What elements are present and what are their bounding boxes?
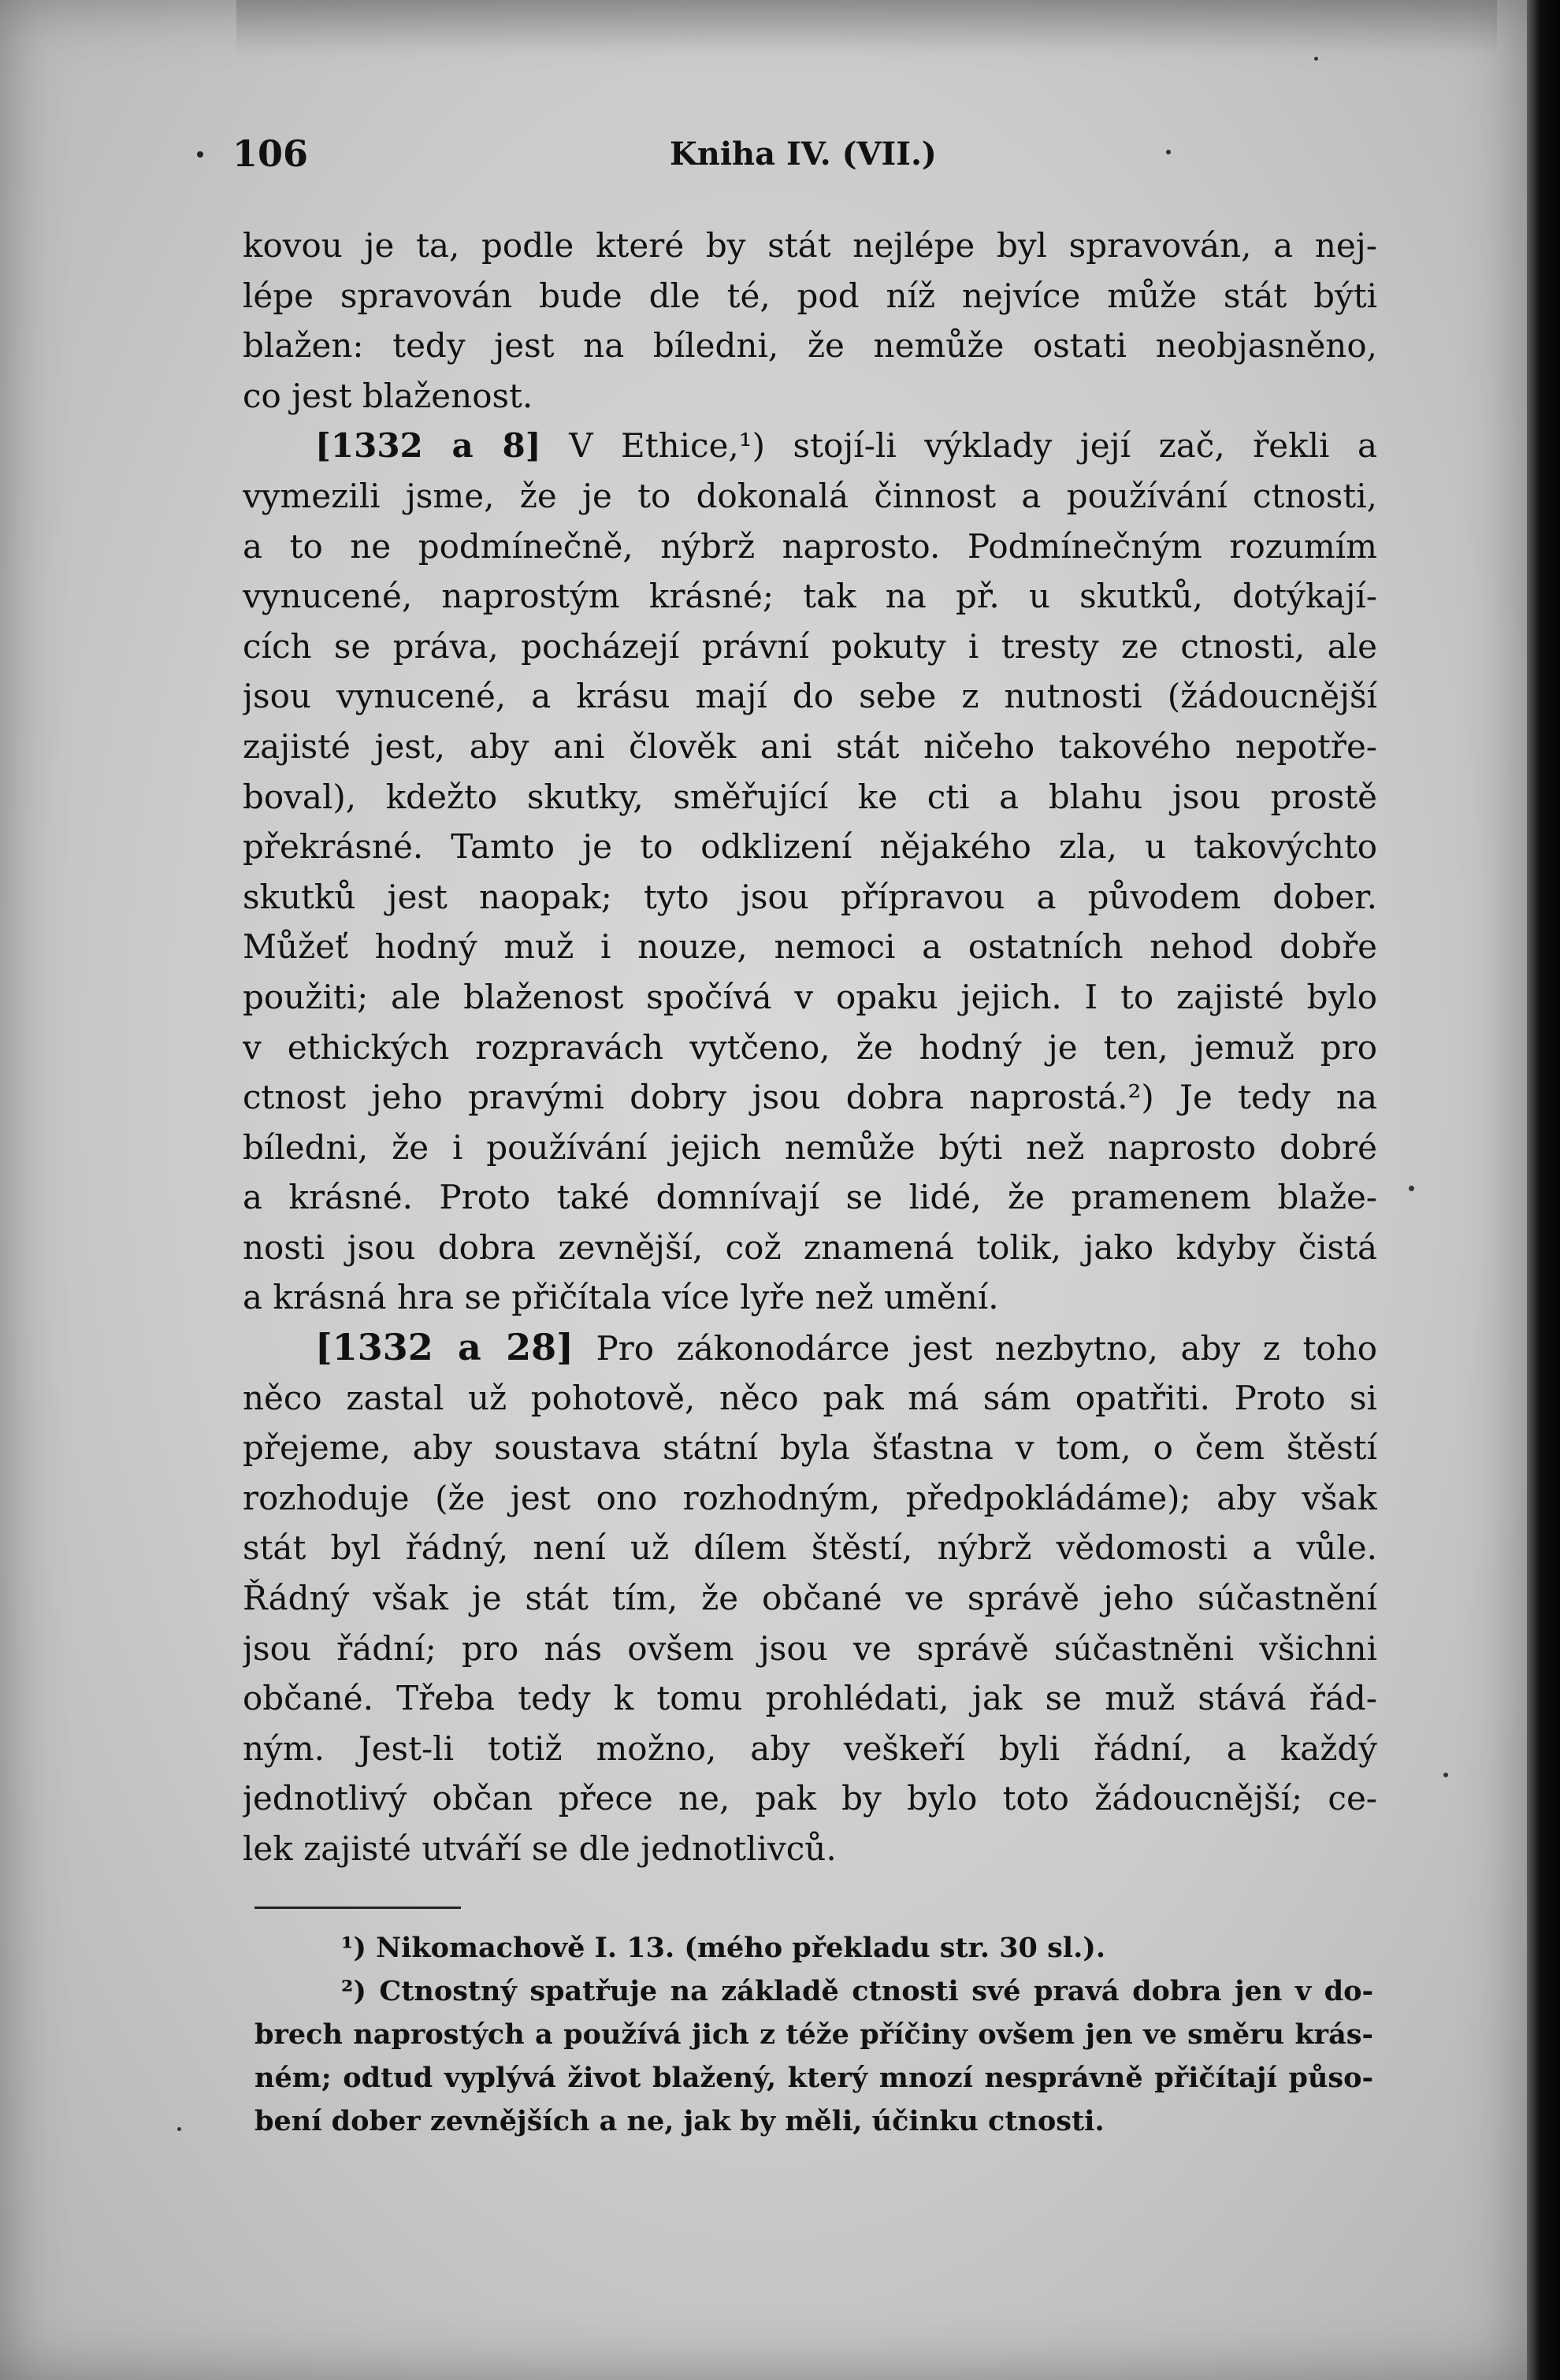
text-line: a to ne podmínečně, nýbrž naprosto. Podmínečným rozumím [243,526,1377,566]
text-line: použiti; ale blaženost spočívá v opaku jejich. I to zajisté bylo [243,977,1377,1016]
body-text [243,221,1377,1874]
text-line: cích se práva, pocházejí právní pokuty i tresty ze ctnosti, ale [243,626,1377,666]
text-line: stát byl řádný, není už dílem štěstí, nýbrž vědomosti a vůle. [243,1528,1377,1568]
margin-dot [197,151,203,158]
text-line: a krásné. Proto také domnívají se lidé, že pramenem blaže- [243,1178,1377,1217]
text-line [243,1323,1377,1373]
text-line: kovou je ta, podle které by stát nejlépe byl spravován, a nej- [243,226,1377,265]
text-line: lek zajisté utváří se dle jednotlivců. [243,1829,837,1868]
text-line: skutků jest naopak; tyto jsou přípravou a původem dober. [243,877,1377,916]
text-line: bíledni, že i používání jejich nemůže býti než naprosto dobré [243,1127,1377,1167]
text-line: v ethických rozpravách vytčeno, že hodný je ten, jemuž pro [243,1027,1377,1067]
text-line: vynucené, naprostým krásné; tak na př. u skutků, dotýkají- [243,577,1377,616]
scan-smudge [236,0,1497,55]
text-line: vymezili jsme, že je to dokonalá činnost a používání ctnosti, [243,476,1377,515]
text-line: ctnost jeho pravými dobry jsou dobra naprostá.²) Je tedy na [243,1078,1377,1117]
text-line: zajisté jest, aby ani člověk ani stát ničeho takového nepotře- [243,726,1377,766]
footnote-line: ném; odtud vyplývá život blažený, který mnozí nesprávně přičítají půso- [254,2062,1373,2094]
page-edge-shadow [1527,0,1560,2380]
text-line: boval), kdežto skutky, směřující ke cti a blahu jsou prostě [243,777,1377,816]
text-line: rozhoduje (že jest ono rozhodným, předpokládáme); aby však [243,1478,1377,1517]
text-line: jednotlivý občan přece ne, pak by bylo toto žádoucnější; ce- [243,1779,1377,1818]
text-line: jsou řádní; pro nás ovšem jsou ve správě súčastněni všichni [243,1628,1377,1668]
text-line: občané. Třeba tedy k tomu prohlédati, jak se muž stává řád- [243,1679,1377,1718]
scan-speck [1443,1773,1448,1777]
running-head: Kniha IV. (VII.) [670,136,937,173]
page-number: 106 [232,132,309,175]
scan-speck [1314,57,1318,61]
text-line: lépe spravován bude dle té, pod níž nejvíce může stát býti [243,276,1377,315]
text-line [243,421,1377,471]
marginal-reference: [1332 a 28] [315,1326,574,1369]
text-line: překrásné. Tamto je to odklizení nějakého zla, u takovýchto [243,827,1377,867]
footnote-line: bení dober zevnějších a ne, jak by měli, účinku ctnosti. [254,2105,1105,2137]
footnotes [254,1926,1373,2143]
text-line-rest: V Ethice,¹) stojí-li výklady její zač, řekli a [569,426,1377,466]
text-line: blažen: tedy jest na bíledni, že nemůže ostati neobjasněno, [243,326,1377,366]
text-line: jsou vynucené, a krásu mají do sebe z nutnosti (žádoucnější [243,677,1377,716]
text-line: a krásná hra se přičítala více lyře než umění. [243,1278,999,1317]
text-line: něco zastal už pohotově, něco pak má sám opatřiti. Proto si [243,1378,1377,1417]
text-line-rest: Pro zákonodárce jest nezbytno, aby z toho [596,1329,1377,1368]
text-line: Řádný však je stát tím, že občané ve správě jeho súčastnění [243,1579,1377,1618]
scan-speck [1409,1186,1414,1191]
text-line: nosti jsou dobra zevnější, což znamená tolik, jako kdyby čistá [243,1227,1377,1267]
footnote-line: brech naprostých a používá jich z téže příčiny ovšem jen ve směru krás- [254,2018,1373,2051]
footnote-line: ¹) Nikomachově I. 13. (mého překladu str. 30 sl.). [341,1932,1106,1964]
page-header [0,132,1527,180]
footnote-line: ²) Ctnostný spatřuje na základě ctnosti své pravá dobra jen v do- [341,1975,1373,2007]
scan-speck [1166,150,1171,154]
text-line: co jest blaženost. [243,376,533,415]
scan-speck [177,2127,181,2131]
marginal-reference: [1332 a 8] [315,426,541,466]
text-line: ným. Jest-li totiž možno, aby veškeří byli řádní, a každý [243,1728,1377,1768]
text-line: Můžeť hodný muž i nouze, nemoci a ostatních nehod dobře [243,927,1377,967]
footnote-divider [254,1907,461,1909]
text-line: přejeme, aby soustava státní byla šťastna v tom, o čem štěstí [243,1428,1377,1468]
